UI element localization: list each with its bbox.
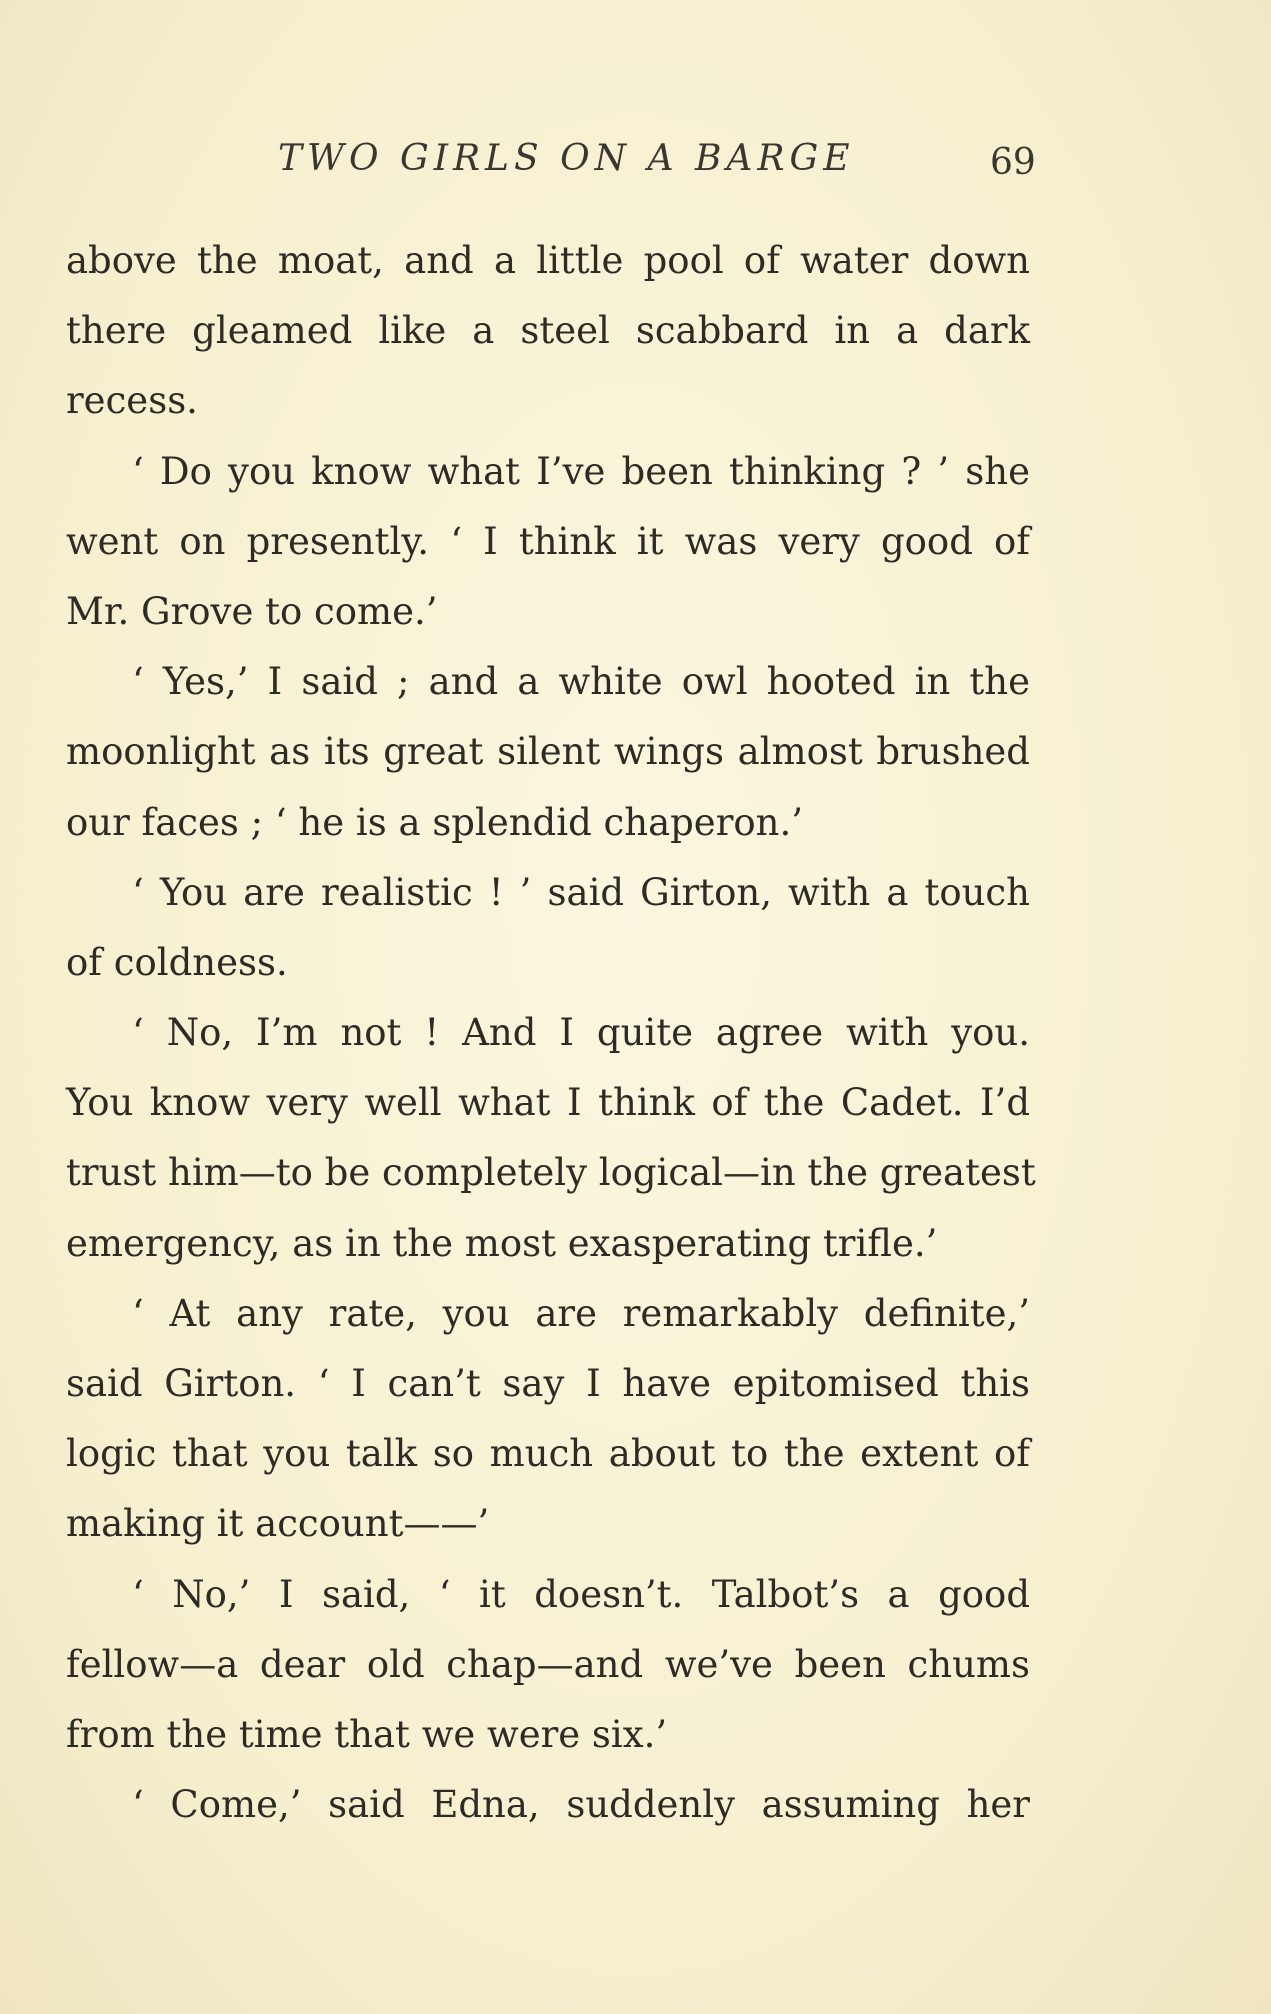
text-line: there gleamed like a steel scabbard in a dark [66,309,1030,353]
text-line: ‘ You are realistic ! ’ said Girton, with a touch [132,870,1030,914]
text-line: went on presently. ‘ I think it was very good of [66,519,1030,563]
text-line: ‘ Yes,’ I said ; and a white owl hooted in the [132,660,1030,704]
text-line: fellow—a dear old chap—and we’ve been chums [66,1642,1030,1686]
text-line: ‘ At any rate, you are remarkably definite,’ [132,1291,1030,1335]
text-line: recess. [66,379,198,423]
running-head [0,138,1271,188]
text-line: ‘ Do you know what I’ve been thinking ? ’ she [132,449,1030,493]
text-line: above the moat, and a little pool of water down [66,239,1030,282]
text-line: You know very well what I think of the Cadet. I’d [66,1081,1030,1125]
text-line: ‘ No,’ I said, ‘ it doesn’t. Talbot’s a good [132,1572,1030,1616]
text-line: of coldness. [66,940,288,984]
text-line: from the time that we were six.’ [66,1712,668,1756]
page-number: 69 [990,142,1036,183]
text-line: trust him—to be completely logical—in the greatest [66,1151,1036,1195]
text-line: moonlight as its great silent wings almost brushed [66,730,1030,774]
body-text [66,226,1036,1840]
text-line: ‘ No, I’m not ! And I quite agree with you. [132,1011,1030,1055]
text-line: making it account——’ [66,1502,490,1546]
text-line: ‘ Come,’ said Edna, suddenly assuming her [132,1783,1030,1827]
text-line: said Girton. ‘ I can’t say I have epitomised this [66,1362,1030,1405]
text-line: logic that you talk so much about to the extent of [66,1432,1030,1476]
text-line: emergency, as in the most exasperating trifle.’ [66,1221,938,1265]
text-line: our faces ; ‘ he is a splendid chaperon.’ [66,800,804,844]
text-line: Mr. Grove to come.’ [66,589,438,633]
running-title: TWO GIRLS ON A BARGE [278,138,855,179]
